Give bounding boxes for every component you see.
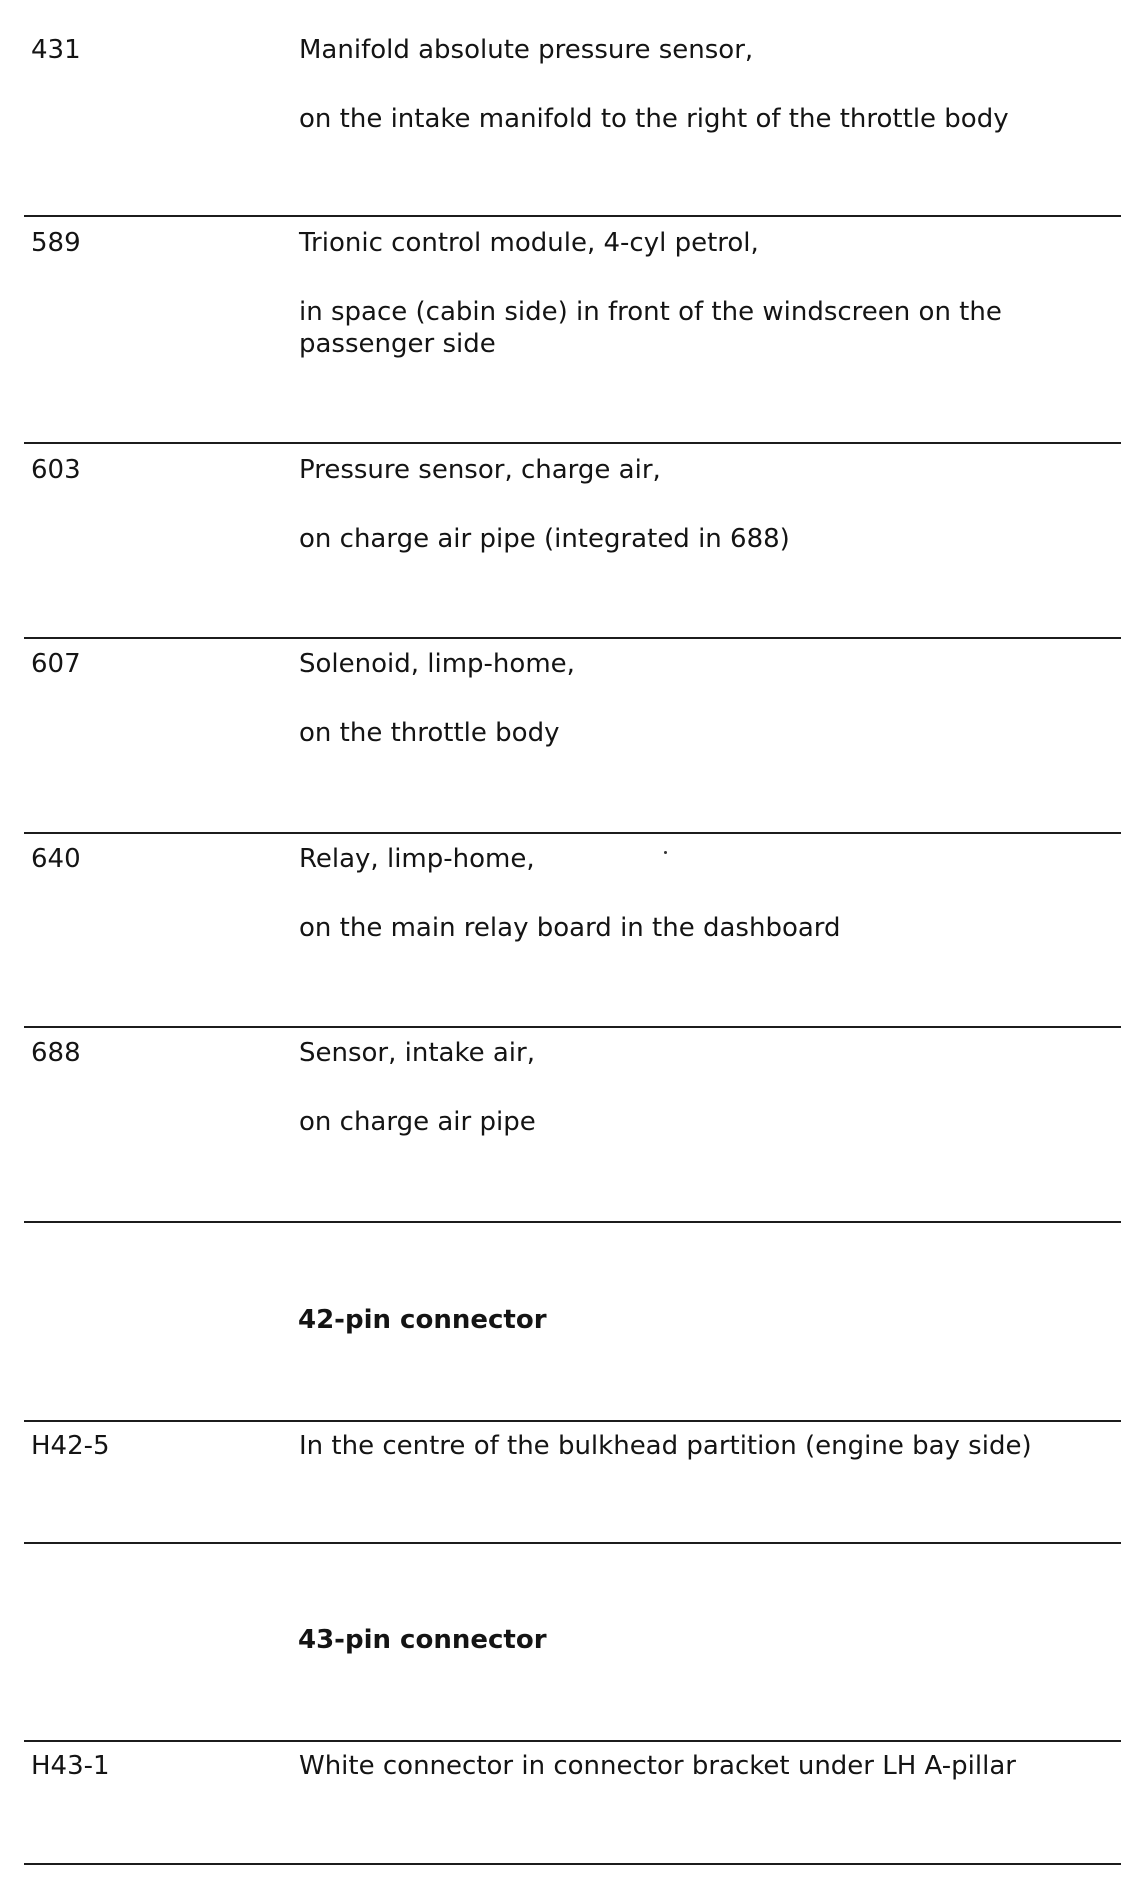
component-id: 603 — [31, 455, 81, 485]
row-divider — [24, 1026, 1121, 1028]
component-name: Pressure sensor, charge air, — [299, 455, 661, 485]
row-divider — [24, 1221, 1121, 1223]
section-heading-43-pin: 43-pin connector — [298, 1625, 547, 1655]
section-heading-42-pin: 42-pin connector — [298, 1305, 547, 1335]
component-location: on charge air pipe (integrated in 688) — [299, 524, 790, 554]
component-name: Trionic control module, 4-cyl petrol, — [299, 228, 759, 258]
row-divider — [24, 442, 1121, 444]
row-divider — [24, 832, 1121, 834]
component-name: Manifold absolute pressure sensor, — [299, 35, 754, 65]
component-location: on charge air pipe — [299, 1107, 536, 1137]
row-divider — [24, 1420, 1121, 1422]
component-id: 589 — [31, 228, 81, 258]
row-divider — [24, 1542, 1121, 1544]
component-id: 431 — [31, 35, 81, 65]
component-id: 607 — [31, 649, 81, 679]
component-name: Sensor, intake air, — [299, 1038, 535, 1068]
scan-speck — [664, 851, 667, 854]
component-name: Solenoid, limp-home, — [299, 649, 575, 679]
component-id: 640 — [31, 844, 81, 874]
connector-id: H42-5 — [31, 1431, 110, 1461]
row-divider — [24, 637, 1121, 639]
component-location: on the main relay board in the dashboard — [299, 913, 841, 943]
component-location: on the intake manifold to the right of the throttle body — [299, 104, 1009, 134]
connector-location: White connector in connector bracket under LH A-pillar — [299, 1751, 1016, 1781]
component-id: 688 — [31, 1038, 81, 1068]
row-divider — [24, 215, 1121, 217]
component-location: in space (cabin side) in front of the windscreen on the passenger side — [299, 297, 1002, 359]
connector-id: H43-1 — [31, 1751, 110, 1781]
row-divider — [24, 1740, 1121, 1742]
row-divider — [24, 1863, 1121, 1865]
component-name: Relay, limp-home, — [299, 844, 535, 874]
connector-location: In the centre of the bulkhead partition (engine bay side) — [299, 1431, 1032, 1461]
component-location: on the throttle body — [299, 718, 560, 748]
